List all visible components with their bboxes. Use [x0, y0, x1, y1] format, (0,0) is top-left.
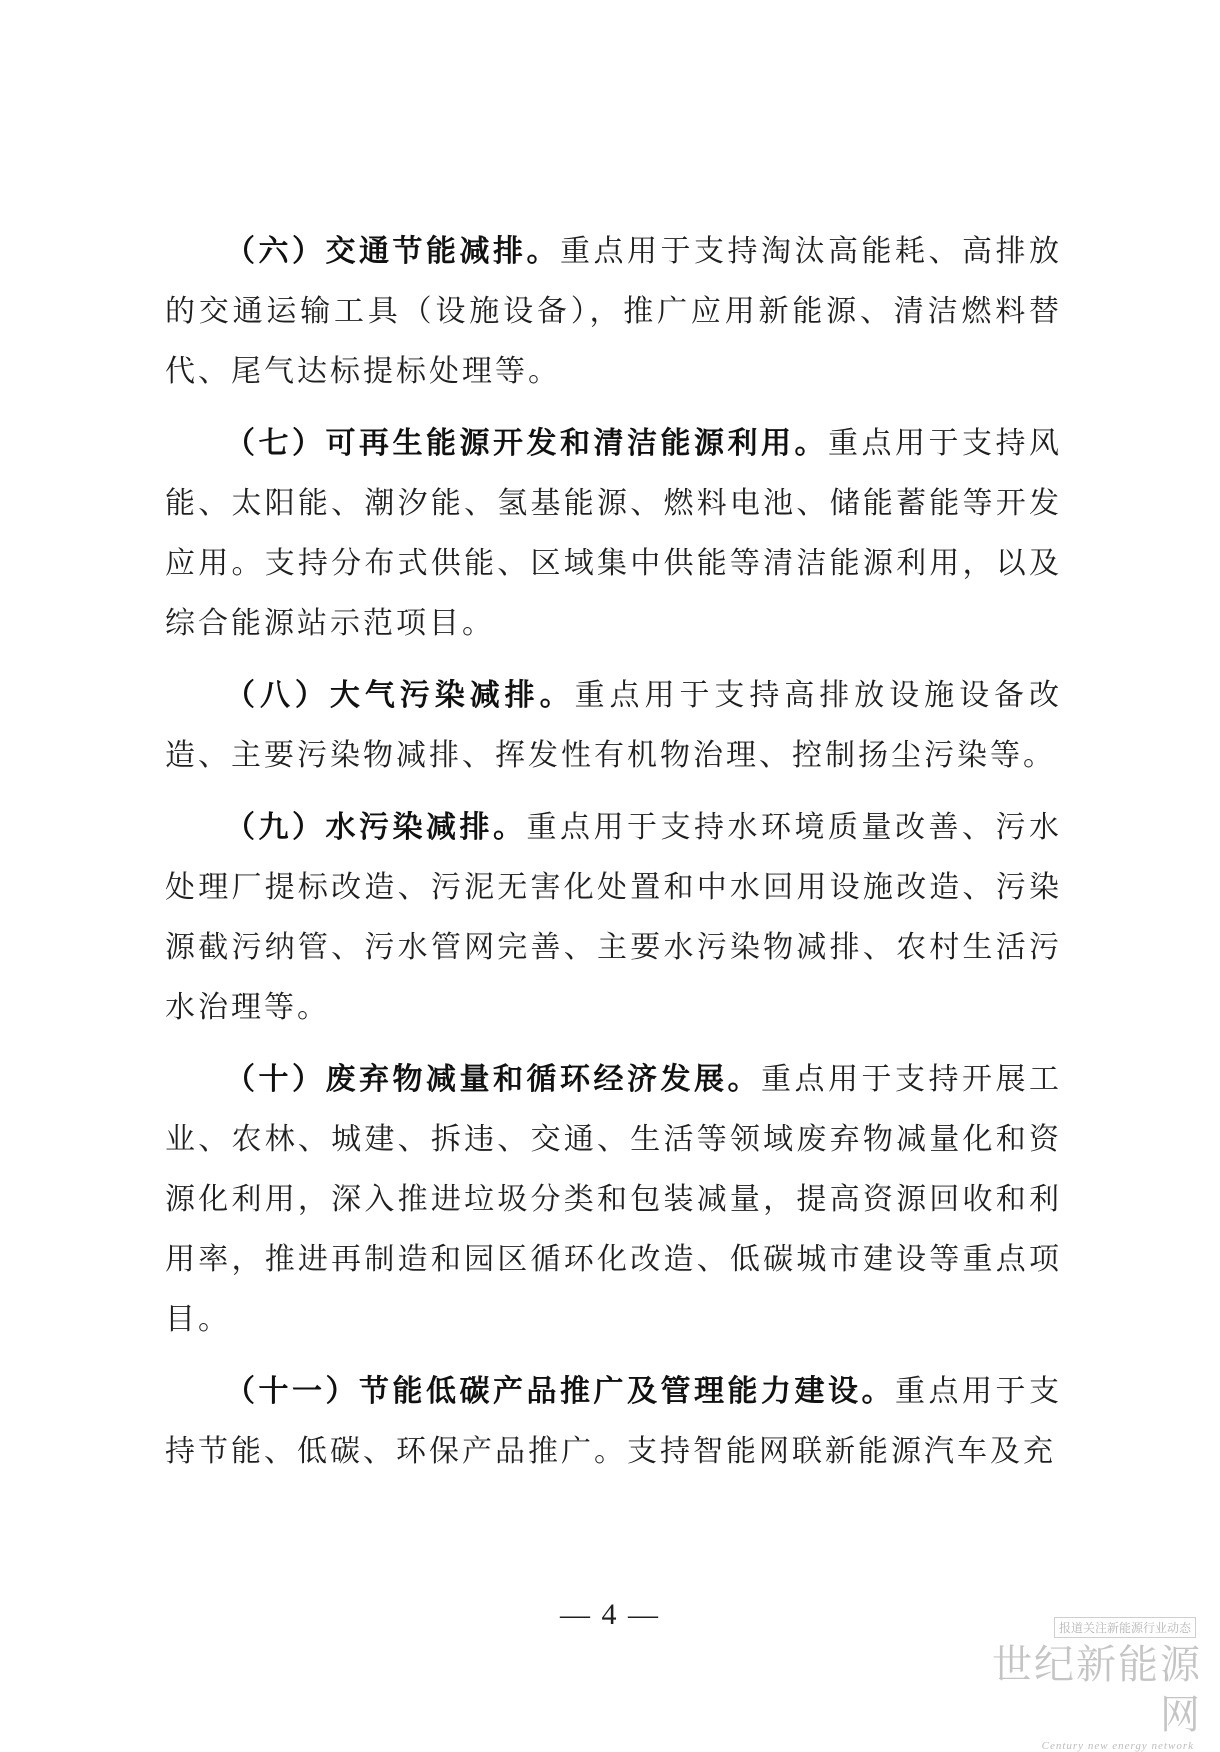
paragraph-low-carbon-products [165, 1362, 1062, 1482]
paragraph-water-pollution [165, 798, 1062, 1038]
paragraph-text: 重点用于支持风能、太阳能、潮汐能、氢基能源、燃料电池、储能蓄能等开发应用。支持分布式供能、区域集中供能等清洁能源利用，以及综合能源站示范项目。 [165, 426, 1062, 641]
paragraph-heading: （九）水污染减排。 [225, 810, 527, 845]
paragraph-heading: （六）交通节能减排。 [225, 234, 560, 269]
paragraph-heading: （十一）节能低碳产品推广及管理能力建设。 [225, 1374, 895, 1409]
paragraph-heading: （七）可再生能源开发和清洁能源利用。 [225, 426, 828, 461]
watermark-brand-logo: 世纪新能源网 [992, 1642, 1202, 1738]
paragraph-air-pollution [165, 666, 1062, 786]
paragraph-text: 重点用于支持淘汰高能耗、高排放的交通运输工具（设施设备），推广应用新能源、清洁燃料替代、尾气达标提标处理等。 [165, 234, 1062, 389]
paragraph-renewable-energy [165, 414, 1062, 654]
paragraph-traffic-energy-saving [165, 222, 1062, 402]
paragraph-text: 重点用于支持高排放设施设备改造、主要污染物减排、挥发性有机物治理、控制扬尘污染等。 [165, 678, 1063, 773]
watermark-tagline: 报道关注新能源行业动态 [1054, 1617, 1196, 1638]
paragraph-text: 重点用于支持开展工业、农林、城建、拆违、交通、生活等领域废弃物减量化和资源化利用，深入推进垃圾分类和包装减量，提高资源回收和利用率，推进再制造和园区循环化改造、低碳城市建设等重点项目。 [165, 1062, 1062, 1337]
paragraph-text: 重点用于支持节能、低碳、环保产品推广。支持智能网联新能源汽车及充 [165, 1374, 1062, 1469]
paragraph-heading: （十）废弃物减量和循环经济发展。 [225, 1062, 761, 1097]
page-number: — 4 — [560, 1598, 660, 1631]
site-watermark [972, 1617, 1202, 1752]
paragraph-waste-circular-economy [165, 1050, 1062, 1350]
paragraph-text: 重点用于支持水环境质量改善、污水处理厂提标改造、污泥无害化处置和中水回用设施改造、污染源截污纳管、污水管网完善、主要水污染物减排、农村生活污水治理等。 [165, 810, 1062, 1025]
watermark-subtitle: Century new energy network [1041, 1740, 1194, 1752]
paragraph-heading: （八）大气污染减排。 [225, 678, 575, 713]
document-body [165, 222, 1062, 1494]
